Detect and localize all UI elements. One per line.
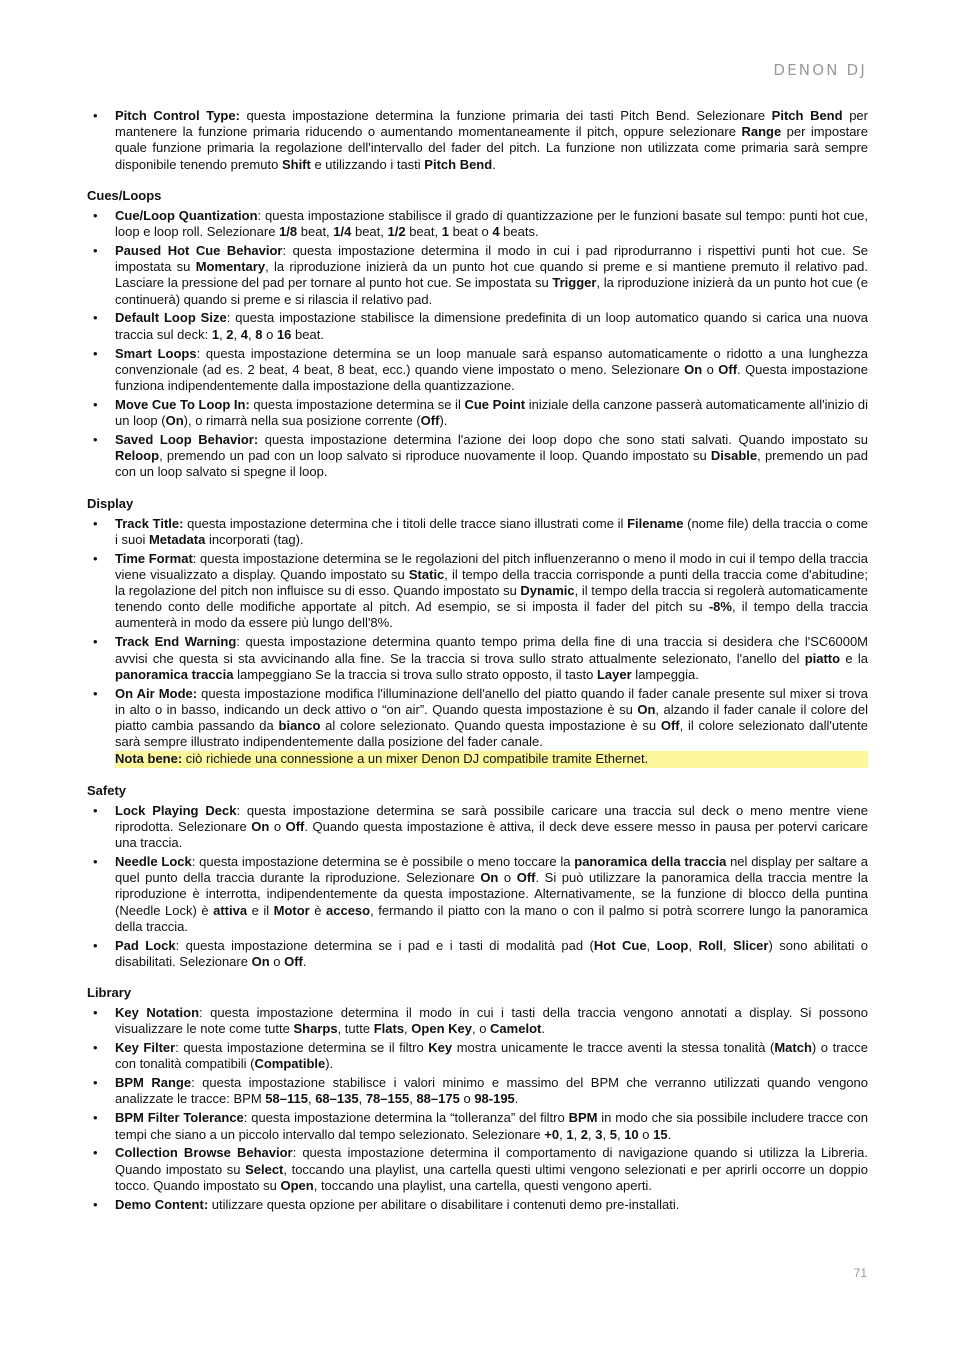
bold-term: Disable (710, 448, 758, 464)
bold-term: Collection Browse Behavior (115, 1145, 293, 1161)
text-run: , (616, 1126, 625, 1142)
text-run: , (573, 1126, 581, 1142)
text-run: e la (840, 650, 868, 666)
text-run: per mantenere la funzione primaria riducendo o aumentando momentaneamente il pitch, oppure selezionare (115, 108, 868, 140)
bold-term: 15 (653, 1126, 668, 1142)
text-run: , (248, 326, 256, 342)
bold-term: Select (245, 1161, 284, 1177)
text-run: , alzando il fader canale il colore del piatto cambia passando da (115, 701, 868, 733)
list-item (87, 1005, 868, 1037)
text-run: incorporati (tag). (205, 531, 304, 547)
list-item (87, 938, 868, 970)
bold-term: 58–115 (265, 1091, 308, 1107)
bold-term: Loop (656, 937, 689, 953)
text-run: e il (247, 902, 274, 918)
bold-term: On Air Mode: (115, 685, 198, 701)
text-run: mostra unicamente le tracce aventi la stessa tonalità ( (452, 1040, 775, 1056)
bold-term: Sharps (293, 1021, 338, 1037)
list-item (87, 854, 868, 935)
bold-term: Match (774, 1040, 812, 1056)
bold-term: Key Notation (115, 1005, 200, 1021)
text-run: , (307, 1091, 316, 1107)
section-list-safety (87, 803, 868, 970)
bold-term: On (684, 361, 703, 377)
text-run: beat o (448, 224, 493, 240)
list-item (87, 516, 868, 548)
text-run: beat, (297, 224, 334, 240)
text-run: o (702, 361, 719, 377)
bold-term: acceso (326, 902, 371, 918)
bold-term: Cue Point (464, 396, 526, 412)
bold-term: On (165, 413, 184, 428)
text-run: lampeggia. (631, 666, 699, 682)
brand-logo-text: DENON DJ (773, 61, 867, 79)
bold-term: Cue/Loop Quantization (115, 207, 258, 223)
bold-term: Off (718, 361, 738, 377)
text-run: , premendo un pad con un loop salvato si riproduce nuovamente il loop. Quando impostato su (159, 448, 711, 464)
text-run: . (541, 1021, 545, 1037)
text-run: o (269, 818, 286, 834)
bold-term: On (251, 818, 270, 834)
text-run: , tutte (337, 1021, 374, 1037)
list-item (87, 432, 868, 481)
bold-term: Slicer (733, 937, 769, 953)
bold-term: 88–175 (416, 1091, 460, 1107)
text-run: , la riproduzione inizierà da un punto hot cue quando si preme e si mantiene premuto il relativo pad. Lasciare la pressione del pad per tornare al punto hot cue. Se impostata su (115, 259, 868, 291)
text-run: questa impostazione determina se il (249, 396, 465, 412)
text-run: , (409, 1091, 417, 1107)
bold-term: 4 (492, 224, 500, 240)
text-run: , (219, 326, 227, 342)
text-run: questa impostazione determina la funzione primaria dei tasti Pitch Bend. Selezionare (239, 108, 772, 123)
bold-term: Saved Loop Behavior: (115, 431, 259, 447)
section-list-cues-loops (87, 208, 868, 481)
bold-term: 1 (441, 224, 449, 240)
bold-term: Track Title: (115, 515, 184, 531)
text-run: . (302, 953, 307, 969)
text-run: : questa impostazione determina se il filtro (175, 1040, 429, 1056)
bold-term: On (637, 701, 656, 717)
bold-term: Trigger (552, 275, 597, 291)
text-run: utilizzare questa opzione per abilitare o disabilitare i contenuti demo pre-installati. (208, 1196, 680, 1212)
bold-term: On (251, 953, 270, 969)
bold-term: Off (516, 870, 536, 886)
list-item (87, 634, 868, 683)
bold-term: Open Key (411, 1021, 472, 1037)
text-run: . (492, 156, 496, 172)
text-run: , toccando una playlist, una cartella, questi vengono aperti. (313, 1177, 652, 1193)
bold-term: 2 (226, 326, 234, 342)
bold-term: Motor (273, 902, 310, 918)
bold-term: 78–155 (365, 1091, 410, 1107)
bold-term: 1/2 (387, 224, 406, 240)
text-run: questa impostazione determina che i titoli delle tracce siano illustrati come il (183, 515, 628, 531)
bold-term: 8 (255, 326, 263, 342)
text-run: per impostare quale funzione primaria la regolazione dell'intervallo del fader del pitch. La funzione non utilizzata come primaria sarà sempre disponibile tenendo premuto (115, 124, 868, 172)
note-highlight (115, 751, 868, 767)
section-title-display: Display (87, 495, 134, 511)
bold-term: panoramica traccia (115, 666, 234, 682)
bold-term: 98-195 (474, 1091, 515, 1107)
text-run: , la riproduzione inizierà da un punto hot cue (e continuerà) quando si preme e si rilascia il relativo pad. (115, 275, 868, 307)
text-run: , fermando il piatto con la mano o con il palmo si potrà scorrere lungo la panoramica della traccia. (115, 902, 868, 934)
list-item (87, 1145, 868, 1194)
bold-term: Off (284, 953, 303, 969)
section-list-library (87, 1005, 868, 1213)
top-list (87, 108, 868, 173)
list-item (87, 346, 868, 395)
bold-term: Range (741, 124, 782, 140)
bold-term: Filename (627, 515, 684, 531)
bold-term: 3 (595, 1126, 603, 1142)
text-run: : questa impostazione determina se le regolazioni del pitch influenzeranno o meno il modo in cui il tempo della traccia viene visualizzato a display. Quando impostato su (115, 550, 868, 582)
text-run: , (404, 1021, 412, 1037)
text-run: , (358, 1091, 366, 1107)
text-run: : questa impostazione determina la “tolleranza” del filtro (243, 1110, 569, 1126)
text-run: . Quando questa impostazione è attiva, il deck deve essere messo in pausa per potervi caricare una traccia. (115, 818, 868, 851)
text-run: e utilizzando i tasti (310, 156, 425, 172)
text-run: ). (325, 1056, 334, 1072)
text-run: : questa impostazione stabilisce il grado di quantizzazione per le funzioni basate sul tempo: punti hot cue, loop e loop roll. Selezionare (115, 207, 869, 240)
list-item (87, 803, 868, 852)
list-item-text (115, 686, 868, 750)
text-run: , (602, 1126, 610, 1142)
text-run: , premendo un pad con un loop salvato si spegne il loop. (115, 448, 868, 480)
bold-term: Compatible (254, 1056, 326, 1072)
text-run: : questa impostazione determina se è possibile o meno toccare la (191, 853, 575, 869)
text-run: , (233, 326, 241, 342)
list-item (87, 208, 868, 240)
bold-term: Key (428, 1040, 453, 1056)
text-run: : questa impostazione determina quanto tempo prima della fine di una traccia si desidera che l'SC6000M avvisi che questa si sta avvicinando alla fine. Se la traccia si trova sullo strato attualmente selezionato, l'anello del (115, 634, 869, 666)
text-run: : questa impostazione stabilisce i valori minimo e massimo del BPM che verranno utilizzati quando vengono analizzate le tracce: BPM (115, 1075, 868, 1107)
text-run: , (723, 937, 734, 953)
bold-term: panoramica della traccia (574, 853, 727, 869)
text-run: . (514, 1091, 519, 1107)
text-run: ciò richiede una connessione a un mixer Denon DJ compatibile tramite Ethernet. (182, 751, 649, 767)
document-body (87, 108, 868, 1216)
text-run: questa impostazione determina l'azione dei loop dopo che sono stati salvati. Quando impostato su (258, 431, 868, 447)
bold-term: 16 (276, 326, 292, 342)
bold-term: Dynamic (520, 583, 575, 598)
list-item (87, 686, 868, 768)
bold-term: Layer (596, 666, 632, 682)
bold-term: 68–135 (315, 1091, 359, 1107)
text-run: o (498, 870, 517, 886)
text-run: ) o tracce con tonalità compatibili ( (115, 1040, 868, 1072)
bold-term: 1 (211, 326, 220, 342)
list-item (87, 243, 868, 308)
bold-term: Flats (373, 1021, 405, 1037)
text-run: : questa impostazione determina il modo in cui i pad riprodurranno i rispettivi punti hot cue. Se impostata su (115, 242, 868, 275)
bold-term: On (480, 870, 499, 886)
text-run: o (459, 1091, 475, 1107)
text-run: , il tempo della traccia si regolerà automaticamente tenendo conto delle modifiche apportate al pitch. Ad esempio, se si imposta il fader del pitch su (115, 583, 868, 615)
text-run: , il tempo della traccia aumenterà in modo da essere più lungo dell'8%. (115, 599, 868, 631)
text-run: beat, (405, 224, 442, 240)
text-run: : questa impostazione stabilisce la dimensione predefinita di un loop automatico quando si carica una nuova traccia sul deck: (115, 310, 868, 342)
text-run: : questa impostazione determina il comportamento di navigazione quando si utilizza la Libreria. Quando impostato su (115, 1145, 868, 1177)
bold-term: Paused Hot Cue Behavior (115, 242, 283, 258)
bold-term: 4 (240, 326, 248, 342)
page-number: 71 (853, 1266, 867, 1280)
text-run: . Si può utilizzare la panoramica della traccia mentre la riproduzione è interrotta, indipendentemente da questa impostazione. Alternativamente, se la funzione di blocco della puntina (Needle Lock) è (115, 870, 869, 918)
bold-term: Off (285, 818, 305, 834)
text-run: ), o rimarrà nella sua posizione corrente ( (183, 413, 421, 428)
text-run: ) sono abilitati o disabilitati. Selezionare (115, 937, 869, 969)
bold-term: BPM Range (115, 1075, 192, 1091)
text-run: in modo che sia possibile includere tracce con tempi che siano a un piccolo intervallo dal tempo selezionato. Selezionare (115, 1110, 869, 1142)
bold-term: Needle Lock (115, 853, 192, 869)
bold-term: Pitch Control Type: (115, 108, 240, 123)
text-run: o (638, 1126, 654, 1142)
section-title-cues-loops: Cues/Loops (87, 187, 162, 203)
text-run: . (667, 1126, 672, 1142)
bold-term: Smart Loops (115, 345, 197, 361)
list-item (87, 108, 868, 173)
bold-term: Time Format (115, 550, 193, 566)
bold-term: Hot Cue (593, 937, 647, 953)
bold-term: Reloop (115, 448, 160, 464)
bold-term: 1/8 (279, 224, 298, 240)
text-run: , o (471, 1021, 491, 1037)
bold-term: Demo Content: (115, 1196, 209, 1212)
bold-term: Shift (281, 156, 311, 172)
text-run: , (646, 937, 657, 953)
list-item (87, 1040, 868, 1072)
bold-term: piatto (804, 650, 841, 666)
section-title-library: Library (87, 985, 132, 1001)
bold-term: -8% (708, 599, 732, 615)
text-run: beat. (291, 326, 324, 342)
bold-term: Default Loop Size (115, 310, 227, 326)
bold-term: attiva (213, 902, 248, 918)
bold-term: Pitch Bend (424, 156, 493, 172)
list-item (87, 551, 868, 632)
text-run: . Questa impostazione funziona indipendentemente dalla impostazione della quantizzazione. (115, 361, 868, 393)
text-run: nel display per saltare a quel punto della traccia durante la riproduzione. Selezionare (115, 853, 868, 886)
bold-term: 2 (580, 1126, 589, 1142)
bold-term: +0 (544, 1126, 560, 1142)
bold-term: Key Filter (115, 1040, 176, 1056)
text-run: ). (439, 413, 448, 428)
text-run: : questa impostazione determina se sarà possibile caricare una traccia sul deck o meno mentre viene riprodotta. Selezionare (115, 802, 868, 834)
bold-term: BPM Filter Tolerance (115, 1110, 244, 1126)
bold-term: Static (408, 566, 445, 582)
list-item (87, 1110, 868, 1142)
bold-term: Roll (698, 937, 723, 953)
bold-term: Metadata (148, 531, 206, 547)
text-run: : questa impostazione determina se un loop manuale sarà espanso automaticamente o ridotto a una lunghezza convenzionale (ad es. 2 beat, 4 beat, 8 beat, ecc.) quando viene impostato o meno. Selezionare (115, 345, 868, 377)
list-item (87, 310, 868, 342)
text-run: iniziale della canzone passerà automaticamente all'inizio di un loop ( (115, 396, 868, 428)
bold-term: Nota bene: (115, 751, 183, 767)
text-run: beat, (351, 224, 388, 240)
text-run: , (559, 1126, 567, 1142)
section-list-display (87, 516, 868, 768)
text-run: , (588, 1126, 596, 1142)
bold-term: 1/4 (333, 224, 352, 240)
bold-term: Lock Playing Deck (115, 802, 237, 818)
list-item (87, 397, 868, 429)
text-run: , (688, 937, 699, 953)
bold-term: 10 (624, 1126, 639, 1142)
list-item (87, 1075, 868, 1107)
bold-term: bianco (278, 718, 321, 733)
text-run: (nome file) della traccia o come i suoi (115, 515, 869, 547)
text-run: o (269, 953, 285, 969)
bold-term: Pitch Bend (771, 108, 843, 123)
bold-term: Track End Warning (115, 634, 237, 650)
section-title-safety: Safety (87, 782, 127, 798)
bold-term: Momentary (195, 259, 266, 275)
text-run: questa impostazione modifica l'illuminazione dell'anello del piatto quando il fader canale presente sul mixer si trova in alto o in basso, indicando un deck attivo o “on air”. Quando questa impostazione è su (115, 685, 868, 717)
text-run: : questa impostazione determina se i pad e i tasti di modalità pad ( (175, 937, 594, 953)
text-run: al colore selezionato. Quando questa impostazione è su (320, 718, 661, 733)
bold-term: BPM (568, 1110, 598, 1126)
text-run: , il colore selezionato dall'utente sarà sempre illustrato indipendentemente dalla posizione del fader canale. (115, 718, 869, 750)
bold-term: Camelot (490, 1021, 542, 1037)
text-run: , toccando una playlist, una cartella questi ultimi vengono selezionati e per aprirli occorre un doppio tocco. Quando impostato su (115, 1161, 868, 1193)
text-run: lampeggiano Se la traccia si trova sullo strato opposto, il tasto (233, 666, 597, 682)
text-run: : questa impostazione determina il modo in cui i tasti della traccia vengono annotati a display. Si possono visualizzare le note come tutte (115, 1005, 868, 1037)
bold-term: Off (420, 413, 440, 428)
bold-term: 5 (609, 1126, 617, 1142)
text-run: beats. (499, 224, 539, 240)
bold-term: Move Cue To Loop In: (115, 396, 250, 412)
bold-term: Pad Lock (115, 937, 176, 953)
bold-term: Off (660, 718, 680, 733)
list-item (87, 1197, 868, 1213)
text-run: è (309, 902, 326, 918)
text-run: o (262, 326, 277, 342)
bold-term: 1 (566, 1126, 574, 1142)
bold-term: Open (280, 1177, 314, 1193)
text-run: , il tempo della traccia corrisponde a punti della traccia come d'abitudine; la regolazione del pitch non influisce su di esso. Quando impostato su (115, 566, 868, 598)
